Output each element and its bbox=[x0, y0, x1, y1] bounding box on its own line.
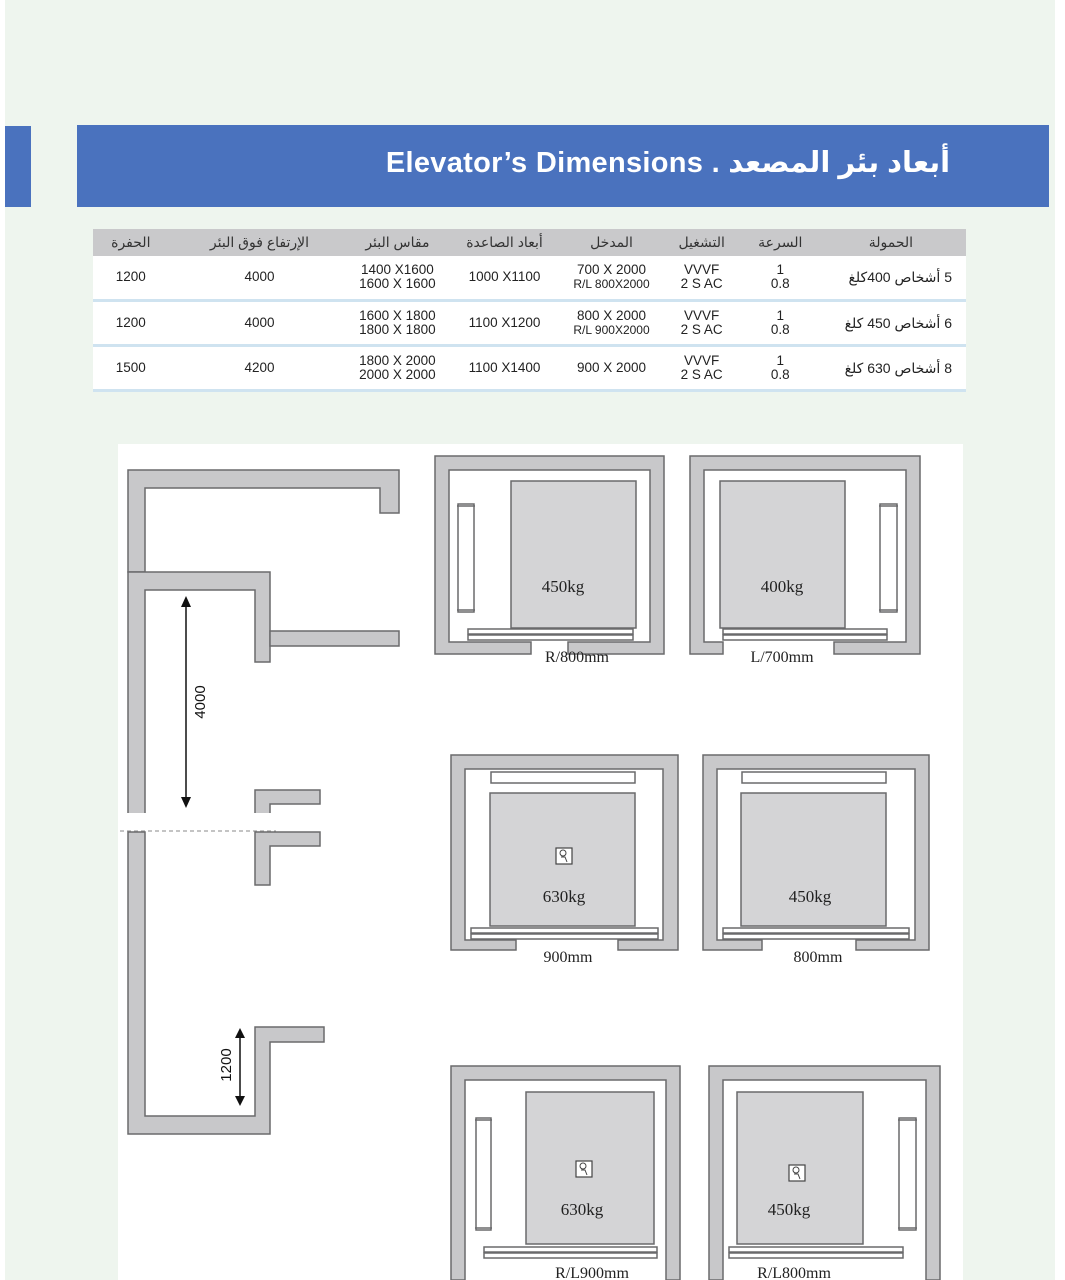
cell-shaft bbox=[350, 345, 444, 390]
door-sill bbox=[471, 928, 658, 933]
door-sill bbox=[729, 1247, 903, 1252]
cell-speed bbox=[745, 300, 816, 345]
speed-line-1: 1 bbox=[776, 262, 785, 278]
table-row bbox=[93, 300, 966, 345]
shaft-line-2: 2000 X 2000 bbox=[359, 366, 436, 382]
banner-title: Elevator’s Dimensions . أبعاد بئر المصعد bbox=[385, 147, 951, 179]
cell-pit: 1200 bbox=[93, 300, 169, 345]
plan-load-label: 400kg bbox=[760, 577, 804, 596]
cell-pit: 1200 bbox=[93, 256, 169, 300]
cell-speed bbox=[745, 256, 816, 300]
elevator-car bbox=[720, 481, 845, 628]
door-sill-outer bbox=[729, 1253, 903, 1258]
elevator-car bbox=[511, 481, 636, 628]
cell-load: 5 أشخاص 400كلغ bbox=[816, 256, 966, 300]
cell-car: 1100 X1200 bbox=[444, 300, 564, 345]
plan-load-label: 450kg bbox=[767, 1200, 811, 1219]
door-sill-outer bbox=[468, 635, 633, 640]
pit-dim-label: 1200 bbox=[218, 1048, 235, 1082]
plan-door-label: L/700mm bbox=[750, 649, 814, 666]
title-banner bbox=[77, 125, 1049, 207]
header-overhead: الإرتفاع فوق البئر bbox=[169, 229, 351, 256]
operation-line-2: 2 S AC bbox=[680, 366, 723, 382]
entrance-line-1: 700 X 2000 bbox=[576, 262, 647, 278]
plan-450kg-800 bbox=[703, 755, 929, 950]
plan-door-label: 900mm bbox=[543, 949, 593, 966]
shaft-line-2: 1600 X 1600 bbox=[359, 276, 436, 292]
plan-door-label: 800mm bbox=[793, 949, 843, 966]
shaft-line-1: 1400 X1600 bbox=[360, 262, 434, 278]
elevator-drawings bbox=[118, 444, 963, 1280]
cell-operation bbox=[658, 256, 744, 300]
operation-line-1: VVVF bbox=[684, 307, 720, 323]
header-shaft: مقاس البئر bbox=[350, 229, 444, 256]
shaft-line-1: 1800 X 2000 bbox=[359, 352, 436, 368]
pit-arrow-bottom bbox=[235, 1096, 245, 1106]
plan-door-label: R/800mm bbox=[544, 649, 610, 666]
header-pit: الحفرة bbox=[93, 229, 169, 256]
cell-load: 8 أشخاص 630 كلغ bbox=[816, 345, 966, 390]
cell-operation bbox=[658, 300, 744, 345]
cell-load: 6 أشخاص 450 كلغ bbox=[816, 300, 966, 345]
operation-line-1: VVVF bbox=[684, 262, 720, 278]
door-sill bbox=[723, 928, 909, 933]
table-header-row bbox=[93, 229, 966, 256]
door-sill-outer bbox=[723, 635, 887, 640]
shaft-top-wall bbox=[128, 470, 399, 572]
door-sill bbox=[468, 629, 633, 634]
cell-overhead: 4000 bbox=[169, 300, 351, 345]
entrance-line-2: R/L 800X2000 bbox=[573, 277, 650, 292]
door-sill-outer bbox=[723, 934, 909, 939]
wheelchair-icon bbox=[576, 1161, 592, 1177]
entrance-line-2: R/L 900X2000 bbox=[573, 322, 650, 337]
shaft-lower-wall bbox=[128, 832, 324, 1134]
operation-line-2: 2 S AC bbox=[680, 321, 723, 337]
counterweight bbox=[880, 504, 897, 612]
cell-entrance bbox=[565, 256, 659, 300]
header-operation: التشغيل bbox=[658, 229, 744, 256]
cell-entrance: 900 X 2000 bbox=[565, 345, 659, 390]
plan-400kg-l700 bbox=[690, 456, 920, 654]
plan-630kg-rl900 bbox=[451, 1066, 680, 1280]
speed-line-2: 0.8 bbox=[770, 321, 790, 337]
plan-door-label: R/L800mm bbox=[757, 1265, 831, 1280]
door-frame-lower bbox=[255, 832, 320, 885]
speed-line-1: 1 bbox=[776, 352, 785, 368]
overhead-arrow-bottom bbox=[181, 797, 191, 808]
table-row bbox=[93, 256, 966, 300]
door-sill-outer bbox=[484, 1253, 657, 1258]
counterweight bbox=[491, 772, 635, 783]
cell-shaft bbox=[350, 300, 444, 345]
cell-car: 1100 X1400 bbox=[444, 345, 564, 390]
cell-pit: 1500 bbox=[93, 345, 169, 390]
header-entrance: المدخل bbox=[565, 229, 659, 256]
wheelchair-icon bbox=[789, 1165, 805, 1181]
overhead-dim-label: 4000 bbox=[192, 685, 209, 719]
cell-operation bbox=[658, 345, 744, 390]
counterweight bbox=[458, 504, 474, 612]
wheelchair-icon bbox=[556, 848, 572, 864]
plan-door-label: R/L900mm bbox=[555, 1265, 629, 1280]
counterweight bbox=[742, 772, 886, 783]
speed-line-2: 0.8 bbox=[770, 366, 790, 382]
upper-landing-slab bbox=[270, 631, 399, 646]
shaft-line-1: 1600 X 1800 bbox=[359, 307, 436, 323]
plan-450kg-r800 bbox=[435, 456, 664, 654]
operation-line-2: 2 S AC bbox=[680, 276, 723, 292]
cell-overhead: 4000 bbox=[169, 256, 351, 300]
cell-speed bbox=[745, 345, 816, 390]
header-car: أبعاد الصاعدة bbox=[444, 229, 564, 256]
left-tab-marker bbox=[5, 126, 31, 207]
plan-load-label: 450kg bbox=[541, 577, 585, 596]
speed-line-2: 0.8 bbox=[770, 276, 790, 292]
header-speed: السرعة bbox=[745, 229, 816, 256]
counterweight bbox=[899, 1118, 916, 1230]
entrance-line-1: 800 X 2000 bbox=[576, 307, 647, 323]
cell-overhead: 4200 bbox=[169, 345, 351, 390]
operation-line-1: VVVF bbox=[684, 352, 720, 368]
landing-opening bbox=[120, 813, 276, 831]
drawing-canvas bbox=[118, 444, 963, 1280]
door-sill bbox=[723, 629, 887, 634]
door-frame-upper bbox=[255, 790, 320, 814]
shaft-section bbox=[128, 470, 399, 1134]
cell-shaft bbox=[350, 256, 444, 300]
plan-load-label: 630kg bbox=[542, 887, 586, 906]
door-sill bbox=[484, 1247, 657, 1252]
plan-load-label: 630kg bbox=[560, 1200, 604, 1219]
pit-arrow-top bbox=[235, 1028, 245, 1038]
speed-line-1: 1 bbox=[776, 307, 785, 323]
door-sill-outer bbox=[471, 934, 658, 939]
counterweight bbox=[476, 1118, 491, 1230]
plan-load-label: 450kg bbox=[788, 887, 832, 906]
overhead-arrow-top bbox=[181, 596, 191, 607]
cell-entrance bbox=[565, 300, 659, 345]
elevator-car bbox=[741, 793, 886, 926]
dimensions-table bbox=[93, 229, 966, 392]
cell-car: 1000 X1100 bbox=[444, 256, 564, 300]
plan-450kg-rl800 bbox=[709, 1066, 940, 1280]
table-row bbox=[93, 345, 966, 390]
header-load: الحمولة bbox=[816, 229, 966, 256]
shaft-line-2: 1800 X 1800 bbox=[359, 321, 436, 337]
